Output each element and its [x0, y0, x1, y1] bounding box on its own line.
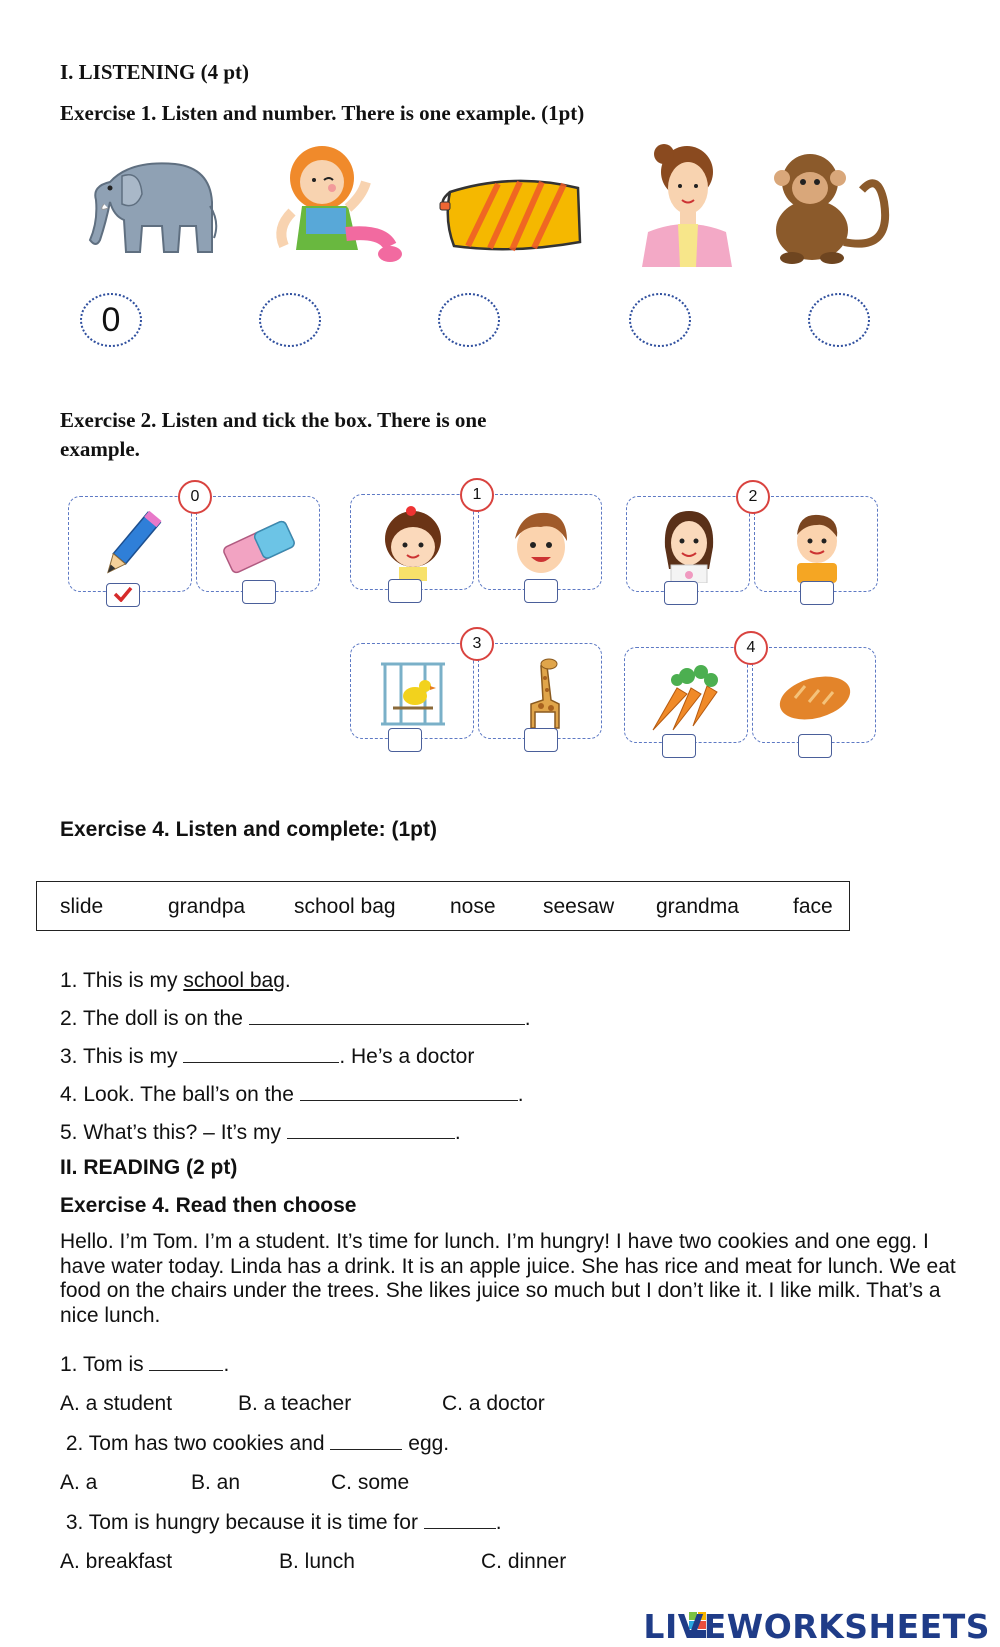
sentence-5-blank[interactable]: [287, 1120, 455, 1139]
checkmark-icon: [113, 586, 133, 602]
question-1-option-b[interactable]: B. a teacher: [238, 1392, 352, 1415]
ex2-g4-card-right: [752, 647, 876, 743]
sentence-4: [60, 1082, 524, 1107]
ex2-g4-tick-left[interactable]: [662, 734, 696, 758]
reading-title: Exercise 4. Read then choose: [60, 1194, 357, 1217]
question-1: [60, 1352, 229, 1377]
question-2-option-b[interactable]: B. an: [191, 1471, 241, 1494]
exercise1-answer-4[interactable]: [808, 293, 870, 347]
ex2-g0-tick-right[interactable]: [242, 580, 276, 604]
sentence-2: [60, 1006, 531, 1031]
sentence-3-blank[interactable]: [183, 1044, 339, 1063]
bird-cage-icon: [373, 654, 453, 730]
sentence-3-prefix: 3. This is my: [60, 1045, 184, 1068]
sentence-4-suffix: .: [517, 1083, 524, 1106]
question-2: [60, 1431, 449, 1456]
word-bank-item: nose: [450, 895, 496, 918]
question-1-option-a[interactable]: A. a student: [60, 1392, 173, 1415]
question-3-blank[interactable]: [424, 1510, 496, 1529]
question-2-option-c[interactable]: C. some: [331, 1471, 410, 1494]
boy-icon: [777, 507, 857, 583]
sentence-4-blank[interactable]: [300, 1082, 518, 1101]
carrots-icon: [647, 658, 727, 734]
question-2-suffix: egg.: [402, 1432, 450, 1455]
pencil-icon: [91, 507, 171, 583]
sentence-5-suffix: .: [454, 1121, 461, 1144]
section-title-reading: II. READING (2 pt): [60, 1156, 238, 1179]
sentence-3: [60, 1044, 474, 1069]
question-1-blank[interactable]: [149, 1352, 223, 1371]
sentence-4-prefix: 4. Look. The ball’s on the: [60, 1083, 300, 1106]
question-1-option-c[interactable]: C. a doctor: [442, 1392, 545, 1415]
question-3-option-b[interactable]: B. lunch: [279, 1550, 355, 1573]
ex2-g1-card-right: [478, 494, 602, 590]
sentence-1-answer[interactable]: school bag: [183, 969, 285, 992]
giraffe-icon: [501, 654, 581, 730]
word-bank-item: grandpa: [168, 895, 246, 918]
sentence-1: [60, 969, 291, 993]
ex2-g3-card-left: [350, 643, 474, 739]
ex2-g1-card-left: [350, 494, 474, 590]
word-bank-item: school bag: [294, 895, 396, 918]
ex2-g1-tick-right[interactable]: [524, 579, 558, 603]
question-3: [60, 1510, 502, 1535]
ex2-g0-card-left: [68, 496, 192, 592]
ex2-g3-number-badge: 3: [460, 627, 494, 661]
sentence-2-suffix: .: [524, 1007, 531, 1030]
question-3-option-c[interactable]: C. dinner: [481, 1550, 567, 1573]
ex2-g4-tick-right[interactable]: [798, 734, 832, 758]
ex2-g3-card-right: [478, 643, 602, 739]
ex2-g3-tick-left[interactable]: [388, 728, 422, 752]
girl-icon: [649, 507, 729, 583]
ex2-g0-tick-left[interactable]: [106, 583, 140, 607]
ex2-g2-tick-right[interactable]: [800, 581, 834, 605]
ex2-g4-card-left: [624, 647, 748, 743]
sentence-5: [60, 1120, 461, 1145]
reading-passage: Hello. I’m Tom. I’m a student. It’s time for lunch. I’m hungry! I have two cookies and one egg. I have water today. Linda has a drink. It is an apple juice. She has rice and meat for lunch. We eat food on the chairs under the trees. She likes juice so much but I don’t like it. I like milk. That’s a nice lunch.: [60, 1230, 956, 1327]
eraser-icon: [219, 507, 299, 583]
exercise1-answer-3[interactable]: [629, 293, 691, 347]
question-1-suffix: .: [223, 1353, 230, 1376]
sentence-3-suffix: . He’s a doctor: [339, 1045, 475, 1068]
word-bank-item: slide: [60, 895, 104, 918]
sentence-5-prefix: 5. What’s this? – It’s my: [60, 1121, 287, 1144]
ex2-g2-card-right: [754, 496, 878, 592]
exercise4-title: Exercise 4. Listen and complete: (1pt): [60, 818, 437, 841]
section-title-listening: I. LISTENING (4 pt): [60, 60, 250, 84]
liveworksheets-logo: LIVEWORKSHEETS: [643, 1607, 990, 1646]
sentence-2-blank[interactable]: [249, 1006, 525, 1025]
sentence-1-prefix: 1. This is my: [60, 969, 184, 992]
bread-icon: [775, 658, 855, 734]
monkey-picture: [752, 142, 902, 267]
doll-picture: [262, 142, 412, 267]
ex2-g1-number-badge: 1: [460, 478, 494, 512]
girl-icon: [373, 505, 453, 581]
question-2-text: 2. Tom has two cookies and: [60, 1432, 331, 1455]
ex2-g3-tick-right[interactable]: [524, 728, 558, 752]
boy-icon: [501, 505, 581, 581]
woman-picture: [612, 142, 762, 267]
ex2-g0-number-badge: 0: [178, 480, 212, 514]
elephant-picture: [70, 142, 220, 267]
sentence-1-suffix: .: [284, 969, 291, 992]
question-3-option-a[interactable]: A. breakfast: [60, 1550, 173, 1573]
question-2-blank[interactable]: [330, 1431, 402, 1450]
pencil-case-picture: [438, 142, 588, 267]
exercise1-answer-2[interactable]: [438, 293, 500, 347]
word-bank-item: face: [793, 895, 833, 918]
word-bank-item: seesaw: [543, 895, 615, 918]
question-3-text: 3. Tom is hungry because it is time for: [60, 1511, 424, 1534]
question-2-option-a[interactable]: A. a: [60, 1471, 98, 1494]
word-bank-item: grandma: [656, 895, 739, 918]
ex2-g1-tick-left[interactable]: [388, 579, 422, 603]
ex2-g2-number-badge: 2: [736, 480, 770, 514]
exercise2-title: Exercise 2. Listen and tick the box. There is one example.: [60, 408, 487, 461]
exercise1-title: Exercise 1. Listen and number. There is one example. (1pt): [60, 101, 585, 125]
sentence-2-prefix: 2. The doll is on the: [60, 1007, 249, 1030]
question-1-text: 1. Tom is: [60, 1353, 150, 1376]
exercise1-answer-0[interactable]: 0: [80, 293, 142, 347]
ex2-g2-card-left: [626, 496, 750, 592]
exercise1-answer-1[interactable]: [259, 293, 321, 347]
ex2-g4-number-badge: 4: [734, 631, 768, 665]
question-3-suffix: .: [495, 1511, 502, 1534]
ex2-g2-tick-left[interactable]: [664, 581, 698, 605]
ex2-g0-card-right: [196, 496, 320, 592]
